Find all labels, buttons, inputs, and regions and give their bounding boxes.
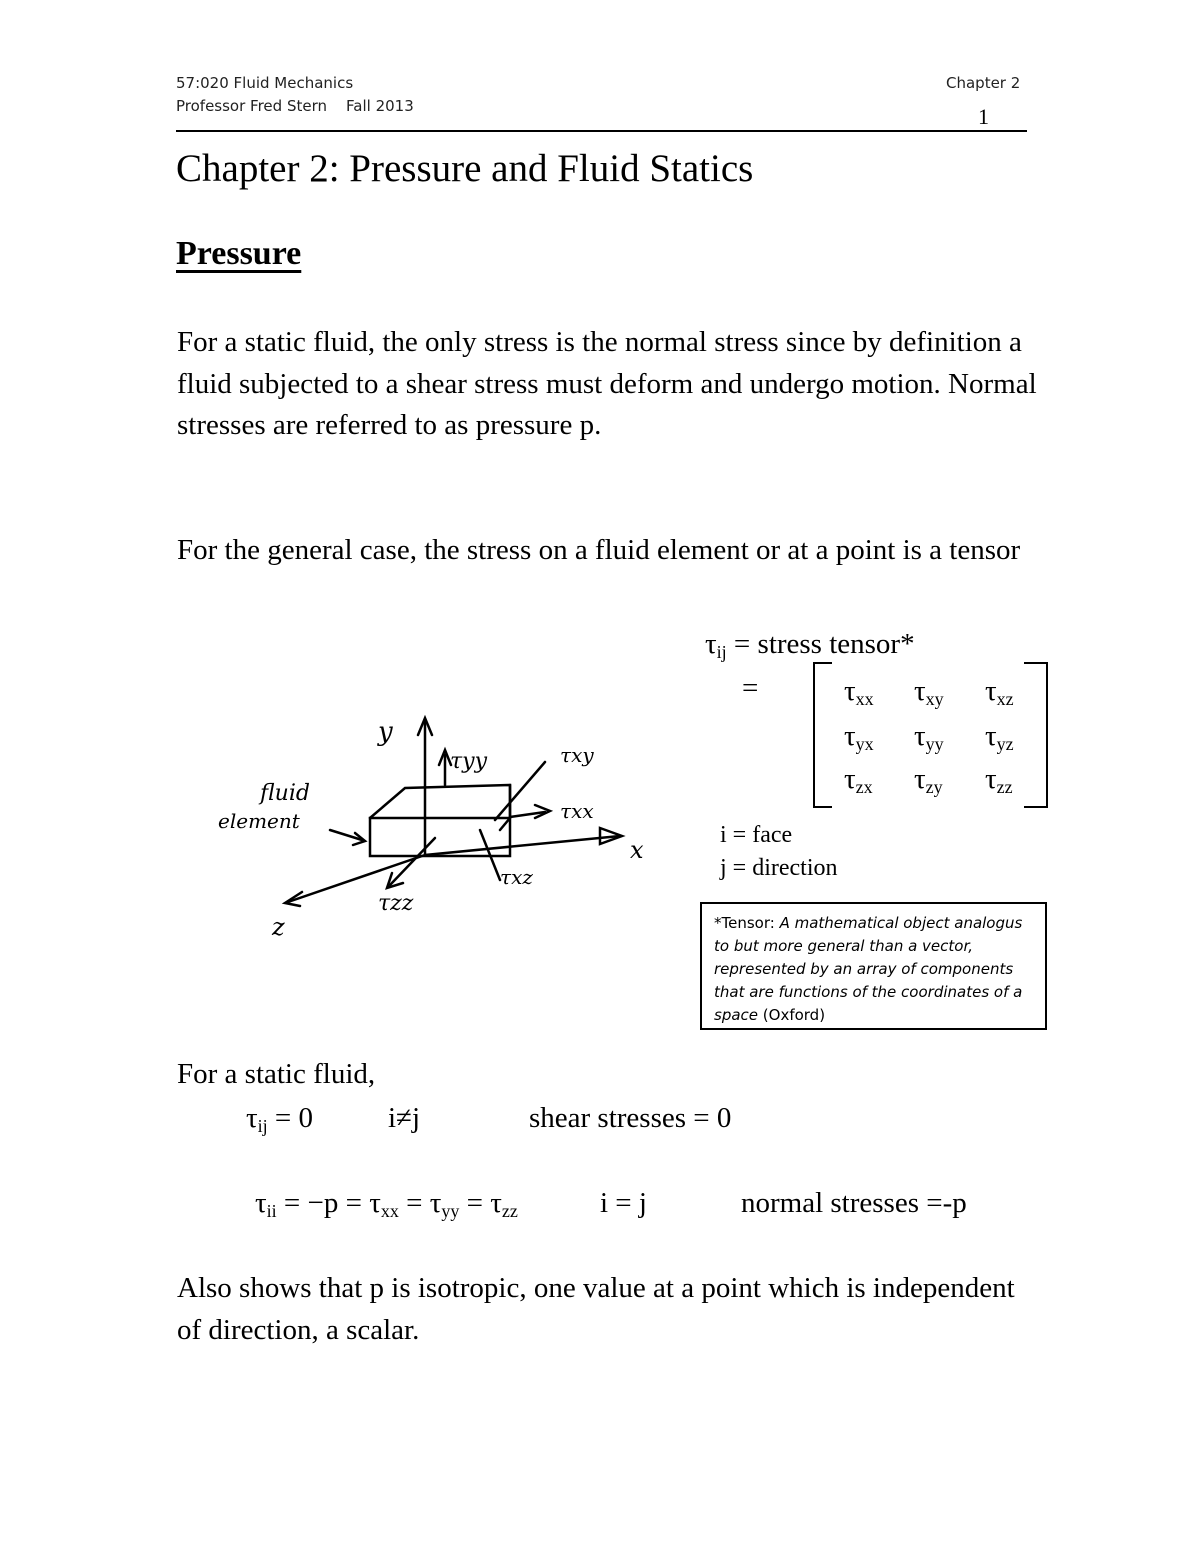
diagram-label-fluid: fluid bbox=[260, 781, 310, 806]
tensor-definition: $\tau_{ij}$ = stress tensor* bbox=[705, 628, 915, 662]
static-fluid-intro: For a static fluid, bbox=[177, 1058, 376, 1090]
matrix-entry-yx: $\tau_{yx}$ bbox=[844, 720, 874, 754]
diagram-label-x: x bbox=[630, 836, 644, 864]
professor-line: Professor Fred Stern Fall 2013 bbox=[176, 97, 414, 115]
diagram-label-z: z bbox=[272, 913, 285, 941]
page-number: 1 bbox=[978, 104, 989, 129]
tau-xy-leader bbox=[495, 762, 545, 820]
matrix-entry-zz: $\tau_{zz}$ bbox=[985, 763, 1013, 797]
diagram-label-tzz: τzz bbox=[378, 891, 414, 916]
chapter-label: Chapter 2 bbox=[946, 74, 1021, 92]
diagram-label-txz: τxz bbox=[500, 865, 533, 889]
equation-shear: $\tau_{ij} = 0$ bbox=[246, 1102, 314, 1136]
diagram-label-element: element bbox=[218, 809, 300, 833]
paragraph-general-case: For the general case, the stress on a fluid element or at a point is a tensor bbox=[177, 534, 1021, 566]
element-top-face bbox=[370, 785, 510, 818]
equation-normal-description: normal stresses =-p bbox=[741, 1187, 967, 1219]
matrix-entry-xy: $\tau_{xy}$ bbox=[914, 675, 944, 709]
paragraph-isotropic: Also shows that p is isotropic, one value at a point which is independent of direction, a scalar. bbox=[177, 1272, 1015, 1346]
diagram-label-txx: τxx bbox=[560, 799, 594, 823]
matrix-entry-xx: $\tau_{xx}$ bbox=[844, 675, 874, 709]
chapter-title: Chapter 2: Pressure and Fluid Statics bbox=[176, 147, 754, 190]
tensor-footnote-box: *Tensor: A mathematical object analogus to but more general than a vector, represented by an array of components that are functions of the coordinates of a space (Oxford) bbox=[700, 902, 1047, 1030]
diagram-label-txy: τxy bbox=[560, 743, 594, 767]
fluid-element-diagram bbox=[200, 640, 700, 980]
equation-shear-description: shear stresses = 0 bbox=[529, 1102, 732, 1134]
header-rule bbox=[176, 130, 1027, 132]
paragraph-static-fluid: For a static fluid, the only stress is the normal stress since by definition a fluid subjected to a shear stress must deform and undergo motion. Normal stresses are referred to as pressure p. bbox=[177, 326, 1037, 441]
x-axis bbox=[425, 836, 620, 855]
matrix-entry-xz: $\tau_{xz}$ bbox=[985, 675, 1014, 709]
equation-shear-condition: i≠j bbox=[388, 1102, 421, 1134]
matrix-entry-yy: $\tau_{yy}$ bbox=[914, 720, 944, 754]
tensor-equals: = bbox=[742, 672, 759, 704]
section-heading: Pressure bbox=[176, 235, 302, 272]
matrix-entry-zy: $\tau_{zy}$ bbox=[914, 763, 943, 797]
index-i-definition: i = face bbox=[720, 822, 793, 848]
equation-normal-condition: i = j bbox=[600, 1187, 647, 1219]
diagram-label-tyy: τyy bbox=[450, 749, 488, 774]
matrix-entry-yz: $\tau_{yz}$ bbox=[985, 720, 1014, 754]
course-title: 57:020 Fluid Mechanics bbox=[176, 74, 354, 92]
equation-normal: $\tau_{ii} = -p = \tau_{xx} = \tau_{yy} = \tau_{zz}$ bbox=[255, 1187, 518, 1221]
diagram-label-y: y bbox=[378, 717, 393, 747]
matrix-entry-zx: $\tau_{zx}$ bbox=[844, 763, 873, 797]
index-j-definition: j = direction bbox=[720, 855, 838, 881]
tau-zz-arrow bbox=[390, 838, 435, 885]
